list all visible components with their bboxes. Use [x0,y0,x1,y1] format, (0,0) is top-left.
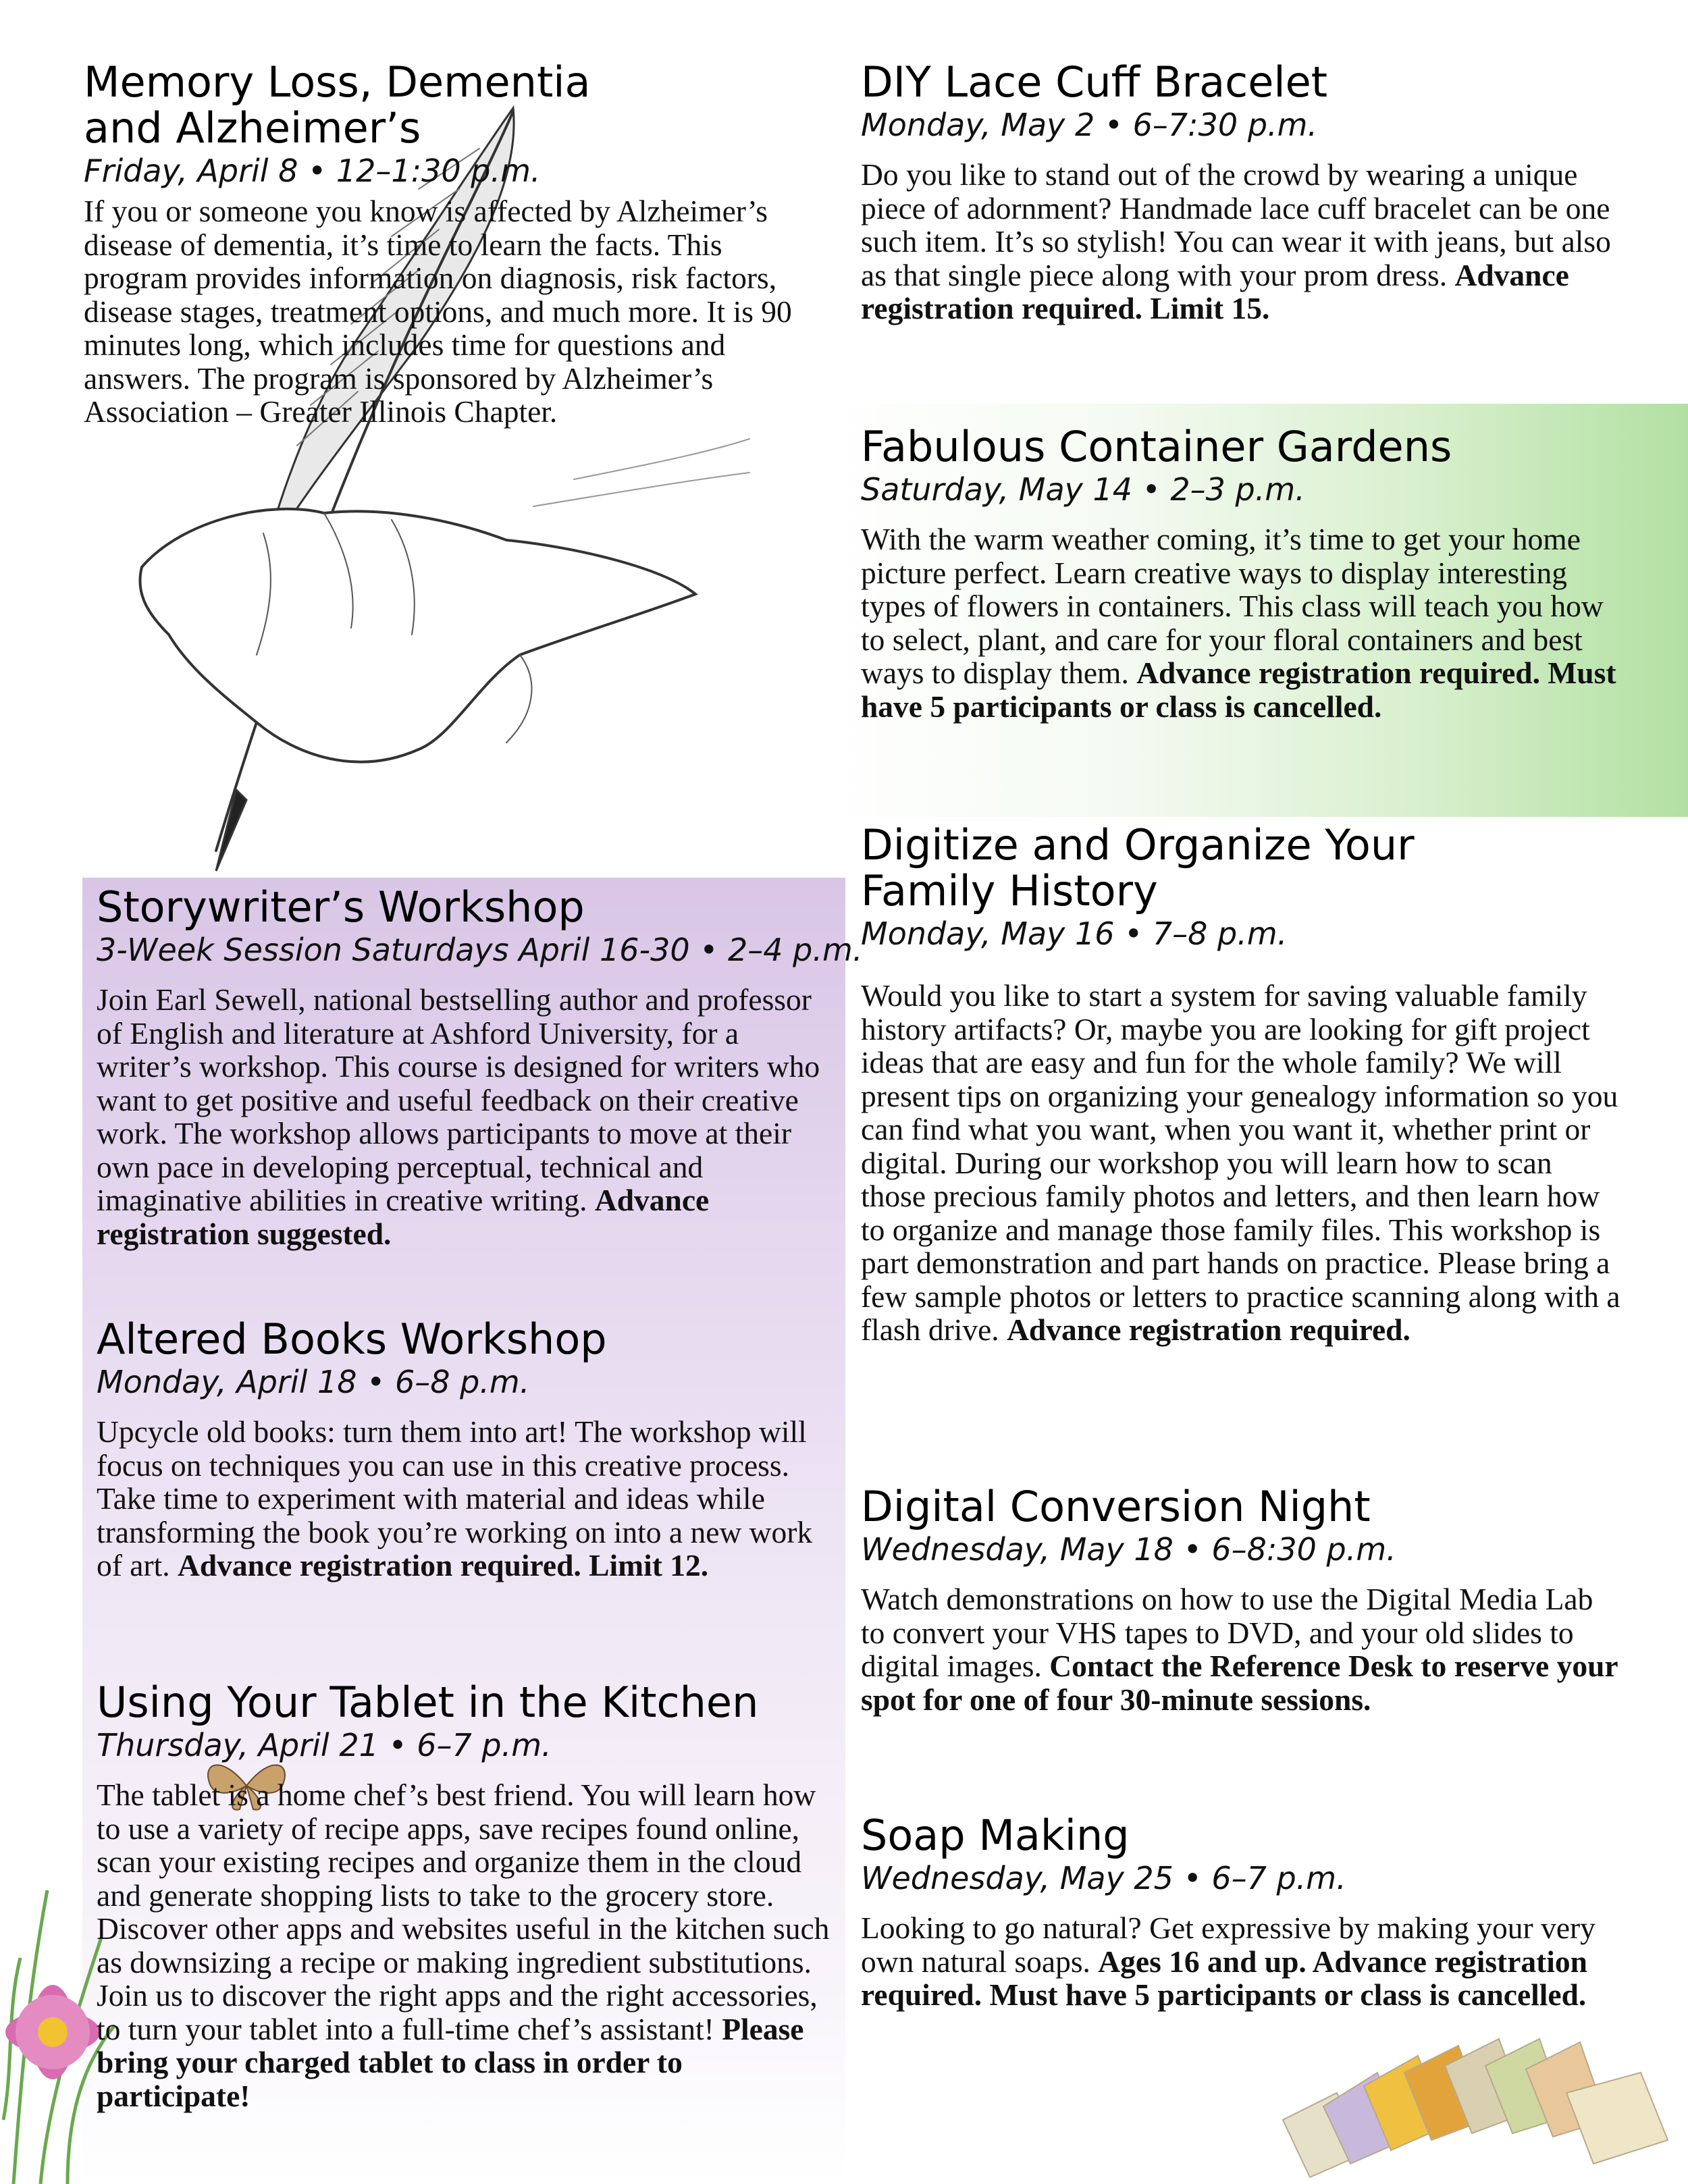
event-digital-conversion-night [861,1484,1624,1716]
event-description: Upcycle old books: turn them into art! The workshop will focus on techniques you can use in this creative process. Take time to experiment with material and ideas while transforming the book you’re working on into a new work of art. Advance registration required. Limit 12. [97,1414,813,1582]
event-date: Monday, May 16 • 7–8 p.m. [861,915,1288,952]
event-registration-note: Advance registration required. Limit 15. [861,257,1569,325]
event-title: Fabulous Container Gardens [861,422,1452,471]
event-title: Soap Making [861,1811,1130,1860]
event-soap-making [861,1813,1624,2012]
event-title: Digitize and Organize Your Family History [861,820,1415,915]
event-registration-note: Ages 16 and up. Advance registration required. Must have 5 participants or class is cancelled. [861,1944,1587,2012]
event-title: Using Your Tablet in the Kitchen [97,1678,759,1727]
event-date: Wednesday, May 18 • 6–8:30 p.m. [861,1531,1396,1568]
event-description: With the warm weather coming, it’s time to get your home picture perfect. Learn creative ways to display interesting types of flowers in containers. This class will teach you how to select, plant, and care for your floral containers and best ways to display them. Advance registration required. Must have 5 participants or class is cancelled. [861,522,1616,724]
event-description: The tablet is a home chef’s best friend. You will learn how to use a variety of recipe apps, save recipes found online, scan your existing recipes and organize them in the cloud and generate shopping lists to take to the grocery store. Discover other apps and websites useful in the kitchen such as downsizing a recipe or making ingredient substitutions. Join us to discover the right apps and the right accessories, to turn your tablet into a full-time chef’s assistant! Please bring your charged tablet to class in order to participate! [97,1778,830,2113]
event-date: Thursday, April 21 • 6–7 p.m. [97,1727,552,1763]
event-registration-note: Advance registration suggested. [97,1183,710,1251]
event-registration-note: Advance registration required. Must have 5 participants or class is cancelled. [861,656,1616,724]
event-description: Join Earl Sewell, national bestselling author and professor of English and literature at Ashford University, for a writer’s workshop. This course is designed for writers who want to get positive and useful feedback on their creative work. The workshop allows participants to move at their own pace in developing perceptual, technical and imaginative abilities in creative writing. Advance registration suggested. [97,982,820,1251]
soap-bars-illustration [1276,2019,1674,2184]
event-date: Saturday, May 14 • 2–3 p.m. [861,471,1305,508]
event-title: Memory Loss, Dementia and Alzheimer’s [84,57,591,153]
event-date: Friday, April 8 • 12–1:30 p.m. [84,153,541,189]
event-memory-loss [84,59,826,429]
event-title: Storywriter’s Workshop [97,882,585,932]
event-registration-note: Advance registration required. [1007,1312,1410,1347]
event-lace-cuff-bracelet [861,59,1624,325]
flower-center [38,2017,68,2047]
event-altered-books [97,1316,839,1582]
event-title: DIY Lace Cuff Bracelet [861,57,1328,107]
event-description: If you or someone you know is affected by Alzheimer’s disease of dementia, it’s time to learn the facts. This program provides information on diagnosis, risk factors, disease stages, treatment options, and much more. It is 90 minutes long, which includes time for questions and answers. The program is sponsored by Alzheimer’s Association – Greater Illinois Chapter. [84,194,792,429]
event-description: Looking to go natural? Get expressive by making your very own natural soaps. Ages 16 and up. Advance registration required. Must have 5 participants or class is cancelled. [861,1911,1595,2012]
event-digitize-family-history [861,822,1624,1347]
event-storywriter-workshop [97,882,863,1251]
event-description: Do you like to stand out of the crowd by wearing a unique piece of adornment? Handmade lace cuff bracelet can be one such item. It’s so stylish! You can wear it with jeans, but also as that single piece along with your prom dress. Advance registration required. Limit 15. [861,157,1611,325]
event-date: Monday, April 18 • 6–8 p.m. [97,1364,530,1400]
event-tablet-kitchen [97,1680,839,2112]
event-title: Digital Conversion Night [861,1482,1371,1531]
event-registration-note: Advance registration required. Limit 12. [178,1548,709,1582]
event-container-gardens [861,424,1624,723]
event-title: Altered Books Workshop [97,1314,607,1364]
hand-outline [140,509,695,762]
event-date: 3-Week Session Saturdays April 16-30 • 2–4 p.m. [97,932,863,968]
event-date: Monday, May 2 • 6–7:30 p.m. [861,107,1318,143]
event-date: Wednesday, May 25 • 6–7 p.m. [861,1860,1346,1896]
event-description: Watch demonstrations on how to use the Digital Media Lab to convert your VHS tapes to DVD, and your old slides to digital images. Contact the Reference Desk to reserve your spot for one of four 30-minute sessions. [861,1582,1618,1717]
event-registration-note: Please bring your charged tablet to class in order to participate! [97,2011,804,2113]
event-registration-note: Contact the Reference Desk to reserve your spot for one of four 30-minute sessions. [861,1649,1618,1717]
event-description: Would you like to start a system for saving valuable family history artifacts? Or, maybe you are looking for gift project ideas that are easy and fun for the whole family? We will present tips on organizing your genealogy information so you can find what you want, when you want it, whether print or digital. During our workshop you will learn how to scan those precious family photos and letters, and then learn how to organize and manage those family files. This workshop is part demonstration and part hands on practice. Please bring a few sample photos or letters to practice scanning along with a flash drive. Advance registration required. [861,978,1620,1347]
